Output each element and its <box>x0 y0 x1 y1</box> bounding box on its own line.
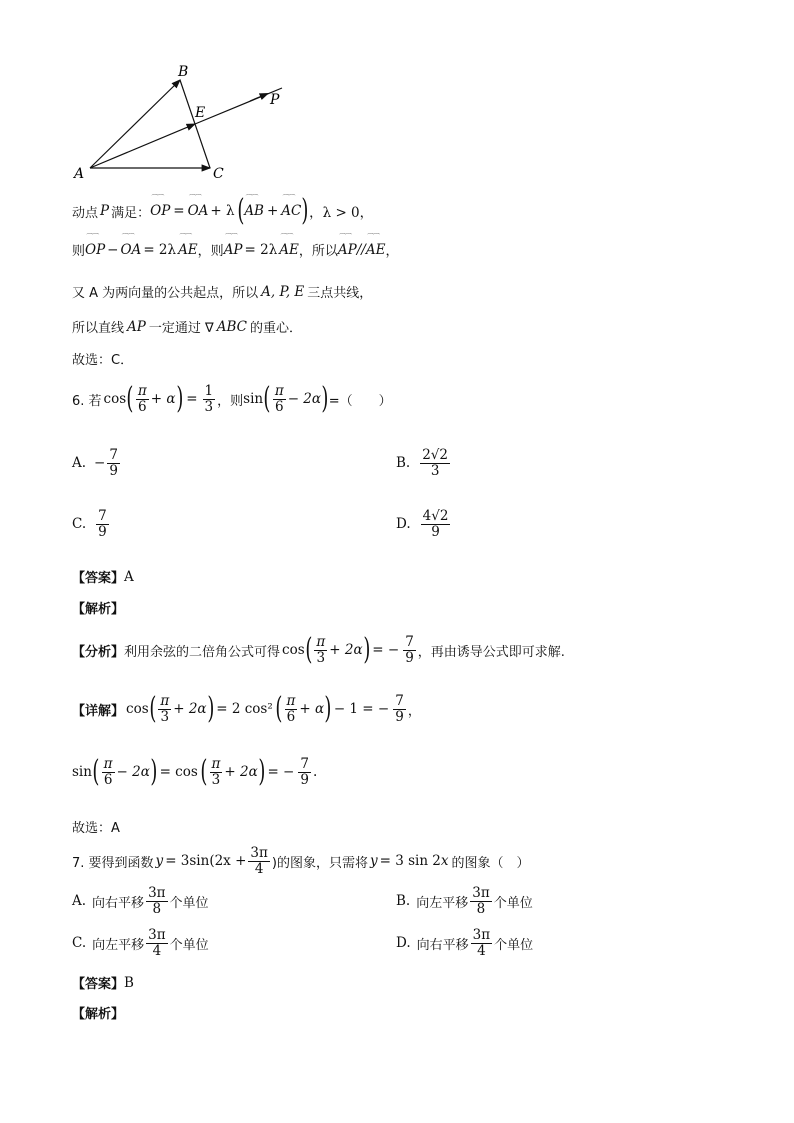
label-E: E <box>195 105 206 121</box>
q7-answer: 【答案】 B <box>72 974 134 992</box>
q6-option-d[interactable]: D. $\frac{4√2}{9}$ <box>396 508 449 540</box>
label-P: P <box>270 92 280 108</box>
q7-option-a[interactable]: A. 向右平移 $\frac{3\pi}{8}$ 个单位 <box>72 885 209 917</box>
sol5-line2: 则 ⌒⌒ OP − ⌒⌒ OA = 2λ ⌒⌒ AE ，则 ⌒⌒ AP = 2λ ⌒⌒ AE ，所以 ⌒⌒ AP // ⌒⌒ AE ， <box>72 240 398 259</box>
q7-option-d[interactable]: D. 向右平移 $\frac{3\pi}{4}$ 个单位 <box>396 927 534 959</box>
sol5-choice: 故选：C． <box>72 353 134 368</box>
q6-analysis-tag: 【解析】 <box>72 602 125 617</box>
q6-option-b[interactable]: B. $\frac{2√2}{3}$ <box>396 447 448 479</box>
segment-EP <box>195 88 282 124</box>
q6-option-c[interactable]: C. $\frac{7}{9}$ <box>72 508 107 540</box>
q7-option-b[interactable]: B. 向左平移 $\frac{3\pi}{8}$ 个单位 <box>396 885 533 917</box>
sol5-line4: 所以直线 AP 一定通过 ∇ ABC 的重心． <box>72 318 302 336</box>
segment-AE <box>90 124 195 168</box>
sol5-line1: 动点 P 满足： ⌒⌒ OP = ⌒⌒ OA + λ ( ⌒⌒ AB + ⌒⌒ AC ) ，λ > 0， <box>72 196 373 226</box>
sol5-line3: 又 A 为两向量的公共起点，所以 A, P, E 三点共线， <box>72 283 373 301</box>
label-B: B <box>178 64 189 80</box>
segment-AB <box>90 80 180 168</box>
q6-stem: 6. 若 cos ( $\frac{\pi}{6}$ + α ) = $\frac{1}{3}$ ，则 sin ( $\frac{\pi}{6}$ − 2α ) =（ ） <box>72 381 392 417</box>
q6-option-a[interactable]: A. − $\frac{7}{9}$ <box>72 447 118 479</box>
q6-xiangjie-1: 【详解】 cos ( $\frac{\pi}{3}$ + 2α ) = 2 cos² ( $\frac{\pi}{6}$ + α ) − 1 = − $\frac{7}{9}$ ， <box>72 691 421 727</box>
q7-stem: 7. 要得到函数 y = 3sin(2x + $\frac{3\pi}{4}$ )的图象，只需将 y = 3 sin 2 x 的图象（ ） <box>72 845 530 877</box>
q7-analysis-tag: 【解析】 <box>72 1007 125 1022</box>
q6-answer: 【答案】 A <box>72 568 134 586</box>
vector-figure <box>70 62 310 187</box>
label-C: C <box>213 166 224 182</box>
q6-choice: 故选：A <box>72 821 120 836</box>
arrow-P <box>250 94 268 102</box>
q6-fenxi: 【分析】 利用余弦的二倍角公式可得 cos ( $\frac{\pi}{3}$ + 2α ) = − $\frac{7}{9}$ ，再由诱导公式即可求解. <box>72 632 565 668</box>
label-A: A <box>74 166 85 182</box>
q6-xiangjie-2: sin ( $\frac{\pi}{6}$ − 2α ) = cos ( $\frac{\pi}{3}$ + 2α ) = − $\frac{7}{9}$ . <box>72 754 318 790</box>
q7-option-c[interactable]: C. 向左平移 $\frac{3\pi}{4}$ 个单位 <box>72 927 209 959</box>
